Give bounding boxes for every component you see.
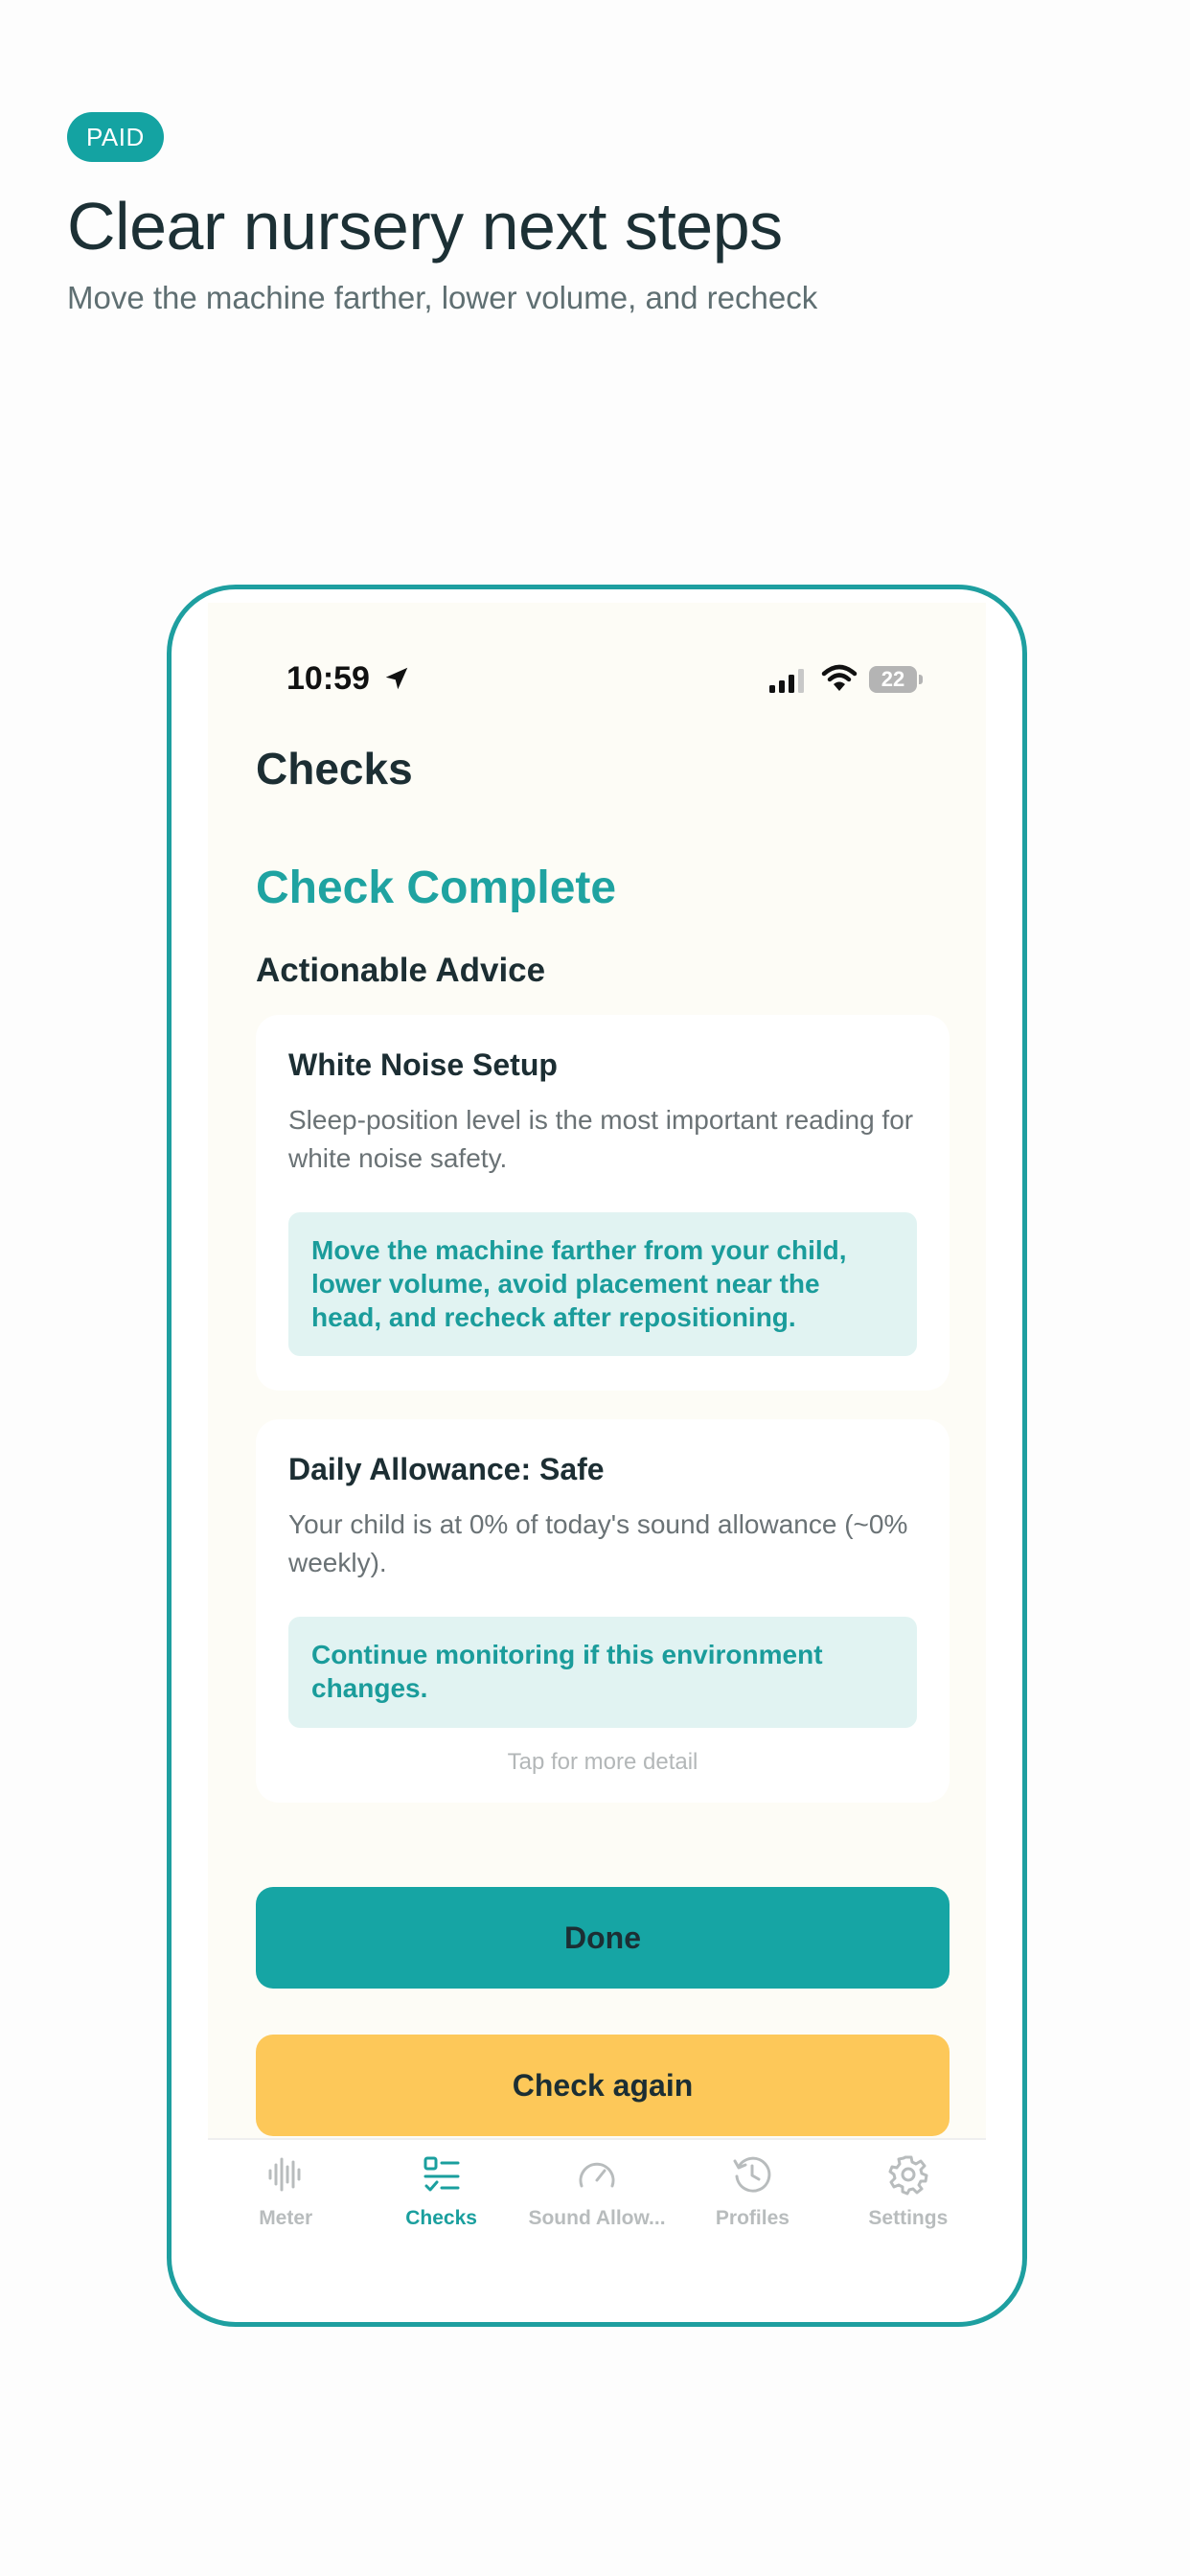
done-button[interactable]: Done [256, 1887, 950, 1989]
cellular-signal-icon [769, 668, 808, 693]
tab-sound-allowance[interactable] [519, 2140, 675, 2253]
tab-label: Profiles [715, 2207, 790, 2229]
checklist-icon [421, 2153, 463, 2196]
location-arrow-icon [382, 664, 411, 693]
tab-profiles[interactable] [675, 2140, 830, 2253]
headline: Clear nursery next steps [67, 189, 783, 264]
gauge-icon [576, 2153, 618, 2196]
check-again-button[interactable]: Check again [256, 2035, 950, 2136]
actionable-advice-heading: Actionable Advice [256, 952, 546, 989]
tab-label: Checks [405, 2207, 477, 2229]
wifi-icon [821, 664, 858, 693]
nav-title: Checks [256, 744, 413, 794]
waveform-icon [264, 2153, 307, 2196]
app-screen [208, 603, 986, 2142]
tap-for-detail-hint: Tap for more detail [507, 1749, 698, 1775]
history-icon [731, 2153, 773, 2196]
card-title: White Noise Setup [288, 1047, 558, 1082]
battery-indicator: 22 [869, 666, 917, 693]
advice-box: Move the machine farther from your child, lower volume, avoid placement near the head, and recheck after repositioning. [288, 1212, 917, 1356]
daily-allowance-card[interactable] [256, 1419, 950, 1803]
tab-meter[interactable] [208, 2140, 363, 2253]
phone-frame [167, 585, 1027, 2327]
card-title: Daily Allowance: Safe [288, 1452, 605, 1486]
subheadline: Move the machine farther, lower volume, and recheck [67, 280, 818, 315]
tab-label: Sound Allow... [528, 2207, 666, 2229]
tab-label: Settings [868, 2207, 949, 2229]
card-body: Sleep-position level is the most important reading for white noise safety. [288, 1105, 914, 1173]
gear-icon [887, 2153, 929, 2196]
card-body: Your child is at 0% of today's sound allowance (~0% weekly). [288, 1509, 908, 1577]
white-noise-setup-card [256, 1015, 950, 1391]
status-bar [208, 603, 986, 697]
tab-checks[interactable] [363, 2140, 518, 2253]
tab-label: Meter [259, 2207, 313, 2229]
advice-box: Continue monitoring if this environment changes. [288, 1617, 917, 1728]
status-time: 10:59 [286, 660, 370, 697]
tab-bar [208, 2138, 986, 2253]
check-complete-title: Check Complete [256, 862, 617, 913]
tab-settings[interactable] [831, 2140, 986, 2253]
paid-badge: PAID [67, 112, 164, 162]
